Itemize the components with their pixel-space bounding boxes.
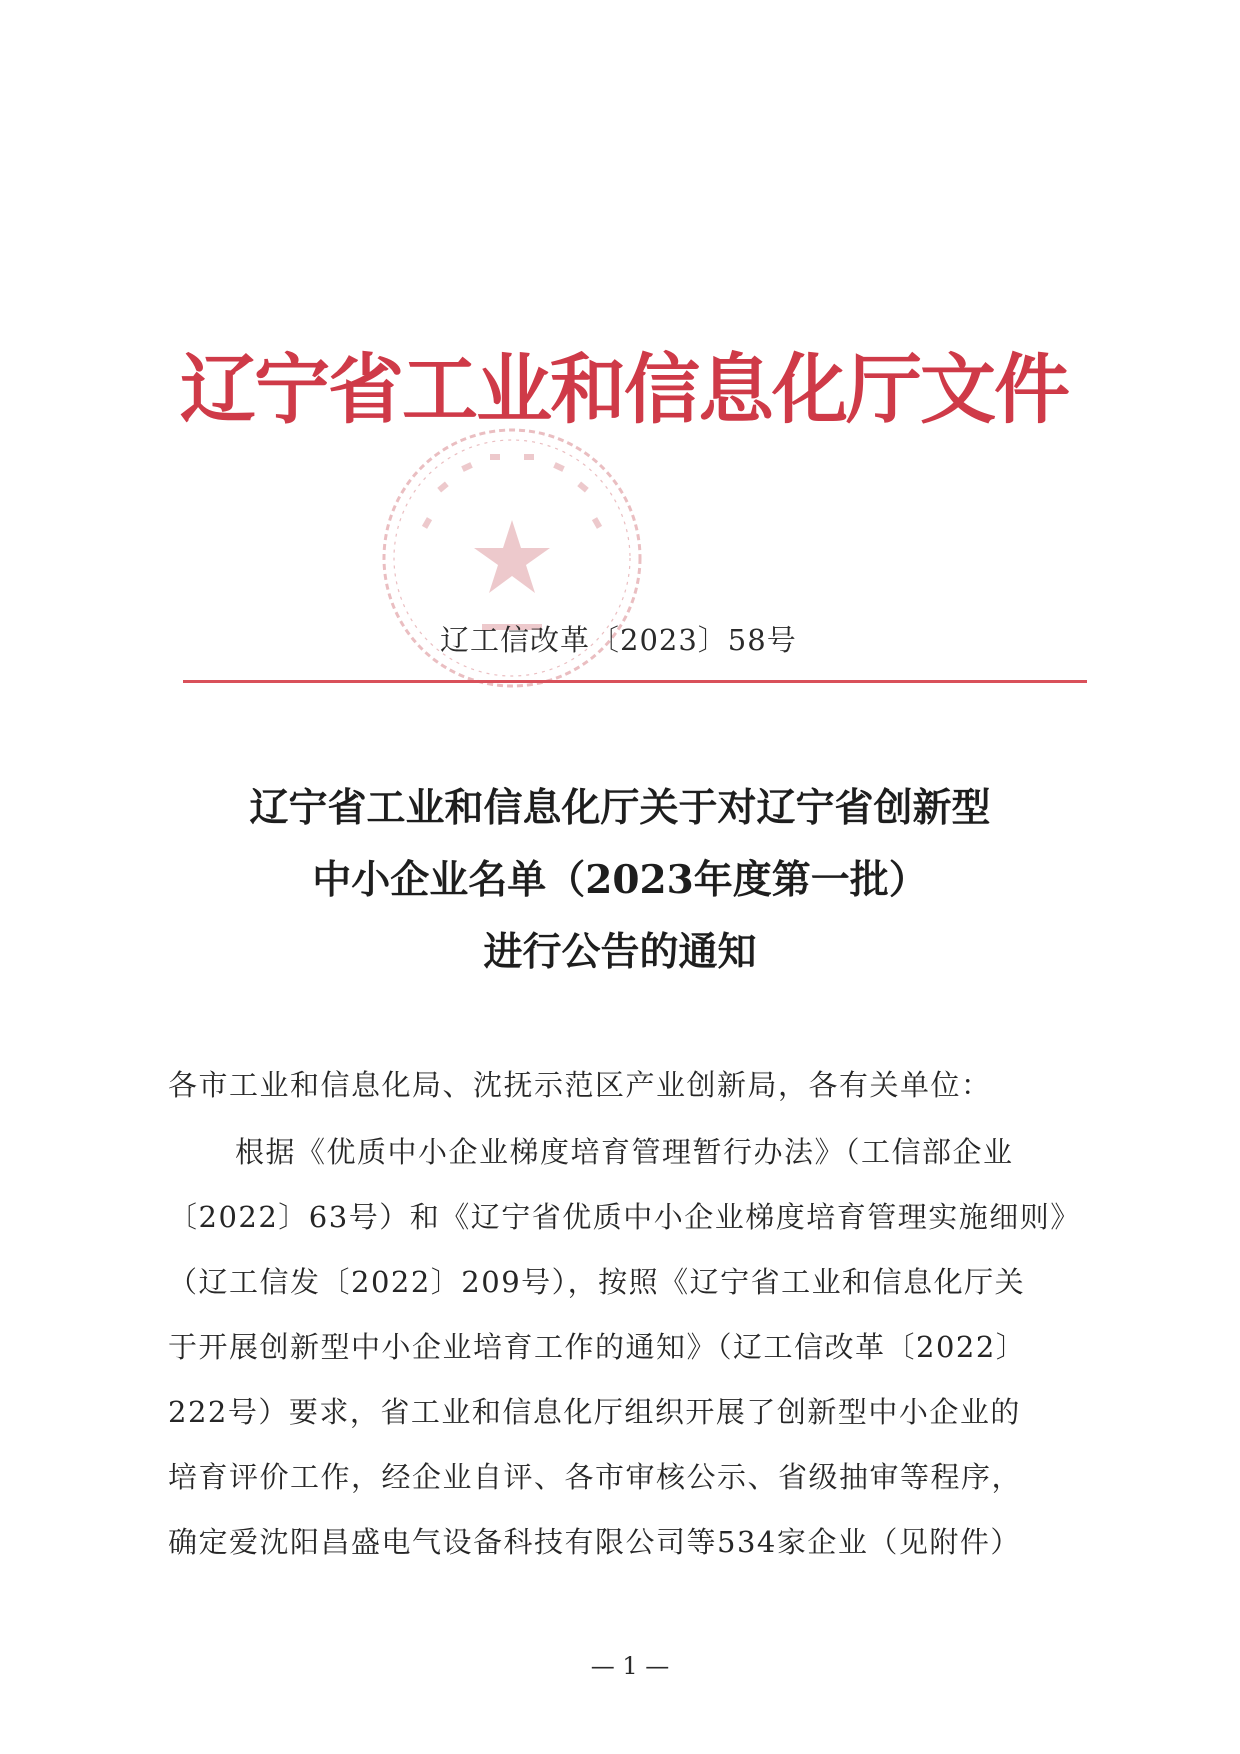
notice-title-line: 中小企业名单（2023年度第一批） <box>312 857 928 903</box>
body-line: 确定爱沈阳昌盛电气设备科技有限公司等534家企业（见附件） <box>168 1525 1021 1559</box>
body-line: （辽工信发〔2022〕209号），按照《辽宁省工业和信息化厅关 <box>168 1265 1026 1299</box>
body-line: 222号）要求，省工业和信息化厅组织开展了创新型中小企业的 <box>168 1395 1021 1429</box>
notice-title-line: 辽宁省工业和信息化厅关于对辽宁省创新型 <box>249 785 991 831</box>
header-divider <box>183 680 1087 683</box>
body-line: 培育评价工作，经企业自评、各市审核公示、省级抽审等程序， <box>168 1460 1023 1494</box>
issuer-header: 辽宁省工业和信息化厅文件 <box>180 345 1068 434</box>
page-number: — 1 — <box>590 1652 670 1680</box>
notice-title-line: 进行公告的通知 <box>483 929 757 975</box>
body-line: 〔2022〕63号）和《辽宁省优质中小企业梯度培育管理实施细则》 <box>168 1200 1081 1234</box>
document-number: 辽工信改革〔2023〕58号 <box>440 623 797 657</box>
body-line: 根据《优质中小企业梯度培育管理暂行办法》（工信部企业 <box>235 1135 1014 1169</box>
body-line: 于开展创新型中小企业培育工作的通知》（辽工信改革〔2022〕 <box>168 1330 1027 1364</box>
salutation: 各市工业和信息化局、沈抚示范区产业创新局，各有关单位： <box>168 1068 992 1102</box>
notice-title <box>150 772 1090 988</box>
